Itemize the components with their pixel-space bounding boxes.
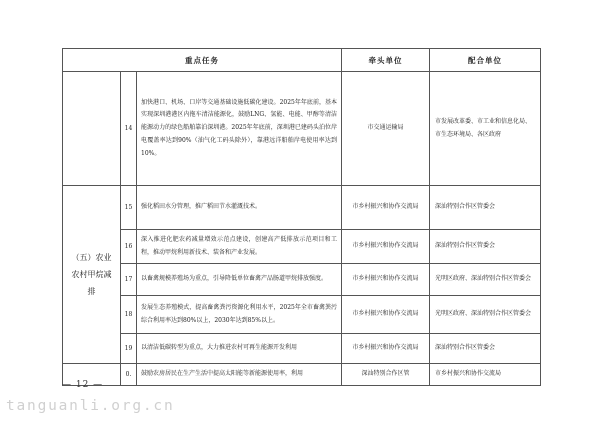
table-row	[63, 364, 541, 386]
category-line: 农村甲烷减	[71, 270, 112, 279]
row-number: 17	[121, 264, 137, 296]
task-text: 加快港口、机场、口岸等交通基础设施低碳化建设。2025年年底前，基本实现深圳港港区内拖车清洁能源化，鼓励LNG、氢能、电能、甲醇等清洁能源动力的绿色船舶靠泊深圳港。2025年年底前，深圳港已建码头泊位岸电覆盖率达到90%（油气化工码头除外），靠港远洋船舶岸电使用率达到10%。	[137, 72, 342, 186]
lead-unit: 市乡村振兴和协作交流局	[342, 186, 430, 230]
row-number: 16	[121, 230, 137, 264]
lead-unit: 深汕特别合作区管	[342, 364, 430, 386]
category-cell-empty	[63, 72, 121, 186]
coop-unit: 深汕特别合作区管委会	[430, 230, 541, 264]
row-number: 15	[121, 186, 137, 230]
task-text: 发展生态养殖模式，提高畜禽粪污资源化利用水平，2025年全市畜禽粪污综合利用率达到80%以上，2030年达到85%以上。	[137, 296, 342, 334]
table-row	[63, 186, 541, 230]
coop-unit: 市乡村振兴和协作交流局	[430, 364, 541, 386]
category-line: 排	[87, 287, 96, 296]
table-row	[63, 334, 541, 364]
coop-unit: 光明区政府、深汕特别合作区管委会	[430, 264, 541, 296]
task-text: 鼓励农房居民在生产生活中提高太阳能等新能源使用率，利用	[137, 364, 342, 386]
task-text: 强化稻田水分管理，推广稻田节水灌溉技术。	[137, 186, 342, 230]
task-text: 以畜禽规模养殖场为重点，引导降低单位畜禽产品肠道甲烷排放强度。	[137, 264, 342, 296]
task-table	[62, 48, 541, 386]
page-number: — 12 —	[62, 380, 104, 390]
category-cell	[63, 186, 121, 364]
coop-unit: 市发展改革委、市工业和信息化局、市生态环境局、各区政府	[430, 72, 541, 186]
watermark-text: tanguanli.org.cn	[6, 398, 175, 414]
header-lead: 牵头单位	[342, 49, 430, 72]
header-task: 重点任务	[63, 49, 342, 72]
lead-unit: 市乡村振兴和协作交流局	[342, 230, 430, 264]
row-number: 19	[121, 334, 137, 364]
category-line: （五）农业	[71, 253, 112, 262]
coop-unit: 深汕特别合作区管委会	[430, 186, 541, 230]
coop-unit: 光明区政府、深汕特别合作区管委会	[430, 296, 541, 334]
row-number: 0.	[121, 364, 137, 386]
table-row	[63, 72, 541, 186]
table-row	[63, 296, 541, 334]
row-number: 18	[121, 296, 137, 334]
task-text: 深入推进化肥农药减量增效示范点建设，创建高产低排放示范项目和工程，推动甲烷利用新技术、装备和产业发展。	[137, 230, 342, 264]
table-row	[63, 264, 541, 296]
row-number: 14	[121, 72, 137, 186]
header-coop: 配合单位	[430, 49, 541, 72]
lead-unit: 市乡村振兴和协作交流局	[342, 296, 430, 334]
lead-unit: 市乡村振兴和协作交流局	[342, 264, 430, 296]
task-text: 以清洁低碳转型为重点，大力推进农村可再生能源开发利用	[137, 334, 342, 364]
coop-unit: 深汕特别合作区管委会	[430, 334, 541, 364]
table-header-row	[63, 49, 541, 72]
lead-unit: 市乡村振兴和协作交流局	[342, 334, 430, 364]
table-row	[63, 230, 541, 264]
lead-unit: 市交通运输局	[342, 72, 430, 186]
